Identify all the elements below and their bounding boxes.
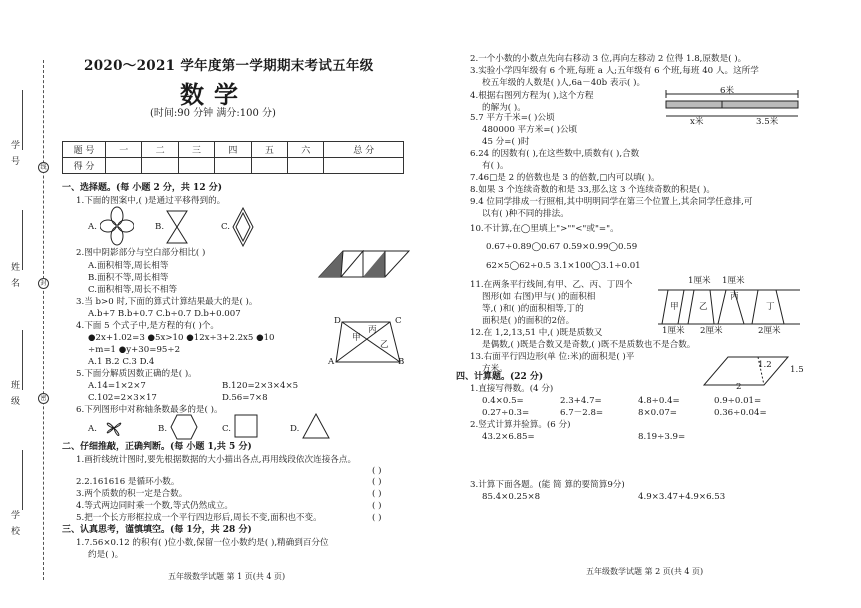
fill-4-figure-right-label: 3.5米 (756, 117, 779, 127)
fig-label-c: C (395, 316, 402, 326)
underline-name (22, 210, 23, 270)
q1-option-a-clover-figure (100, 206, 134, 246)
score-input-cell[interactable] (106, 158, 142, 174)
fig-label-yi: 乙 (380, 340, 389, 350)
score-header-cell: 五 (251, 142, 287, 158)
fill-11-parallel-shapes-figure (658, 284, 800, 330)
q5-text: 5.下面分解质因数正确的是( )。 (76, 369, 197, 379)
fig-label-b: B (398, 357, 405, 367)
seal-seal-mark: 封 (38, 278, 49, 289)
calc-1-item: 4.8÷0.4= (638, 396, 680, 406)
fill-11-fig-bottom-2: 2厘米 (700, 326, 723, 336)
fill-4-figure-top-label: 6米 (720, 86, 735, 96)
binding-dashed-line (43, 60, 44, 580)
q5-option-b: B.120=2×3×4×5 (222, 381, 299, 391)
q6-option-c-square-figure (234, 414, 258, 438)
score-input-cell[interactable] (251, 158, 287, 174)
fig-label-jia: 甲 (352, 333, 361, 343)
fig-label-a: A (328, 357, 335, 367)
q2-text: 2.图中阴影部分与空白部分相比( ) (76, 248, 206, 258)
fig-label-d: D (334, 316, 341, 326)
calc-3-heading: 3.计算下面各题。(能 简 算的要简算9分) (470, 480, 625, 490)
fill-13-fig-height: 1.2 (758, 360, 772, 370)
judge-1-text: 1.画折线统计图时,要先根据数据的大小描出各点,再用线段依次连接各点。 (76, 455, 357, 465)
fill-11-text-line-4: 面积是( )的面积的2倍。 (482, 316, 575, 326)
score-input-cell[interactable] (324, 158, 404, 174)
q1-option-c-label: C. (221, 222, 231, 232)
underline-student-number (22, 90, 23, 150)
fill-9-text-line-1: 9.4 位同学排成一行照相,其中明明同学在第三个位置上,其余同学任意排,可 (470, 197, 753, 207)
q2-parallelogram-shading-figure (318, 250, 410, 278)
calc-3-item-b: 4.9×3.47+4.9×6.53 (638, 492, 726, 502)
judge-2-text: 2.2.161616 是循环小数。 (76, 477, 180, 487)
fill-2-text: 2.一个小数的小数点先向右移动 3 位,再向左移动 2 位得 1.8,原数是( )。 (470, 54, 747, 64)
fill-8-text: 8.如果 3 个连续奇数的和是 33,那么这 3 个连续奇数的积是( )。 (470, 185, 715, 195)
calc-1-item: 0.4×0.5= (482, 396, 524, 406)
exam-time-info: (时间:90 分钟 满分:100 分) (150, 108, 276, 119)
fill-5-line-3: 45 分=( )时 (482, 137, 530, 147)
fill-6-text-line-2: 有( )。 (482, 161, 509, 171)
underline-school (22, 450, 23, 510)
calc-2-item-a: 43.2×6.85= (482, 432, 535, 442)
fill-5-line-1: 5.7 平方千米=( )公顷 (470, 113, 555, 123)
fill-9-text-line-2: 以有( )种不同的排法。 (482, 209, 569, 219)
q4-expressions-line-1: ●2x+1.02=3 ●5x>10 ●12x÷3+2.2x5 ●10 (88, 333, 275, 343)
q3-text: 3.当 b>0 时,下面的算式计算结果最大的是( )。 (76, 297, 258, 307)
q6-option-b-label: B. (158, 424, 168, 434)
score-input-cell[interactable] (288, 158, 324, 174)
binding-margin (0, 0, 58, 608)
score-header-cell: 二 (142, 142, 178, 158)
fill-11-fig-bottom-3: 2厘米 (758, 326, 781, 336)
fill-6-text-line-1: 6.24 的因数有( ),在这些数中,质数有( ),合数 (470, 149, 640, 159)
exam-title: 2020～2021 学年度第一学期期末考试五年级 (84, 58, 374, 74)
q6-option-d-triangle-figure (302, 413, 330, 439)
section-4-heading: 四、计算题。(22 分) (456, 372, 544, 382)
fill-12-text-line-1: 12.在 1,2,13,51 中,( )既是质数又 (470, 328, 603, 338)
q5-option-c: C.102=2×3×17 (88, 393, 157, 403)
q3-options: A.b+7 B.b+0.7 C.b÷0.7 D.b+0.007 (88, 309, 241, 319)
class-label: 班 级 (9, 380, 19, 407)
q6-option-c-label: C. (222, 424, 232, 434)
school-label: 学 校 (9, 510, 19, 537)
fill-13-text-line-1: 13.右面平行四边形(单 位:米)的面积是( )平 (470, 352, 635, 362)
score-header-cell: 四 (215, 142, 251, 158)
subject-title: 数学 (180, 80, 248, 109)
student-number-label: 学 号 (9, 140, 19, 167)
q4-text: 4.下面 5 个式子中,是方程的有( )个。 (76, 321, 220, 331)
q5-option-d: D.56=7×8 (222, 393, 268, 403)
fill-13-fig-side: 1.5 (790, 365, 804, 375)
calc-1-item: 0.9÷0.01= (714, 396, 762, 406)
q6-option-a-label: A. (88, 424, 97, 434)
calc-1-item: 8×0.07= (638, 408, 678, 418)
fill-4-figure-x-label: x米 (690, 117, 704, 127)
score-input-cell[interactable] (178, 158, 214, 174)
fill-1-text-line-1: 1.7.56×0.12 的积有( )位小数,保留一位小数约是( ),精确到百分位 (76, 538, 329, 548)
q1-option-b-hourglass-figure (166, 210, 188, 244)
q2-option-c: C.面积相等,周长不相等 (88, 285, 178, 295)
fill-13-fig-base: 2 (736, 382, 742, 392)
q1-text: 1.下面的图案中,( )是通过平移得到的。 (76, 196, 226, 206)
fill-11-text-line-2: 图形(如 右图)甲与( )的面积相 (482, 292, 596, 302)
fill-10-row-1: 0.67÷0.89◯0.67 0.59×0.99◯0.59 (486, 242, 638, 252)
calc-3-work-area[interactable] (470, 506, 830, 562)
section-2-heading: 二、仔细推敲，正确判断。(每 小题 1,共 5 分) (62, 442, 252, 452)
section-1-heading: 一、选择题。(每 小题 2 分，共 12 分) (62, 183, 222, 193)
q4-expressions-line-2: ÷m=1 ●y+30=95÷2 (88, 345, 181, 355)
score-header-cell: 一 (106, 142, 142, 158)
q6-option-a-pinwheel-figure (100, 414, 128, 442)
score-input-cell[interactable] (215, 158, 251, 174)
q6-text: 6.下列图形中对称轴条数最多的是( )。 (76, 405, 223, 415)
fill-5-line-2: 480000 平方米=( )公顷 (482, 125, 578, 135)
fill-11-fig-top-1: 1厘米 (688, 276, 711, 286)
fill-13-parallelogram-figure (700, 354, 792, 388)
fill-11-fig-jia: 甲 (670, 302, 679, 312)
fill-4-text-line-2: 的解为( )。 (482, 103, 526, 113)
q6-option-b-hexagon-figure (170, 414, 198, 440)
judge-4-answer-box[interactable]: ( ) (372, 501, 382, 511)
fill-10-row-2: 62×5◯62÷0.5 3.1×100◯3.1÷0.01 (486, 261, 641, 271)
fill-13-text-line-2: 方米。 (482, 364, 508, 374)
fill-11-fig-yi: 乙 (699, 302, 708, 312)
q5-option-a: A.14=1×2×7 (88, 381, 146, 391)
fill-12-text-line-2: 是偶数,( )既是合数又是奇数,( )既不是质数也不是合数。 (482, 340, 696, 350)
q1-option-b-label: B. (155, 222, 165, 232)
student-name-label: 姓 名 (9, 262, 19, 289)
calc-1-item: 0.36÷0.04= (714, 408, 767, 418)
score-header-cell: 题 号 (63, 142, 106, 158)
judge-5-text: 5.把一个长方形框拉成一个平行四边形后,周长不变,面积也不变。 (76, 513, 322, 523)
fill-11-text-line-3: 等,( )和( )的面积相等,丁的 (482, 304, 584, 314)
fig-label-bing: 丙 (368, 325, 377, 335)
fill-11-fig-bottom-1: 1厘米 (662, 326, 685, 336)
score-table-score-row (63, 158, 404, 174)
judge-4-text: 4.等式两边同时乘一个数,等式仍然成立。 (76, 501, 234, 511)
q2-option-b: B.面积不等,周长相等 (88, 273, 169, 283)
section-3-heading: 三、认真思考，谨慎填空。(每 1分，共 28 分) (62, 525, 252, 535)
fill-10-text: 10.不计算,在◯里填上">""<"或"="。 (470, 224, 619, 234)
calc-1-item: 0.27÷0.3= (482, 408, 530, 418)
judge-5-answer-box[interactable]: ( ) (372, 513, 382, 523)
q4-options: A.1 B.2 C.3 D.4 (88, 357, 155, 367)
fill-11-fig-ding: 丁 (766, 302, 775, 312)
seal-line-mark: 线 (38, 162, 49, 173)
fill-1-text-line-2: 约是( )。 (88, 550, 124, 560)
q1-option-c-diamond-figure (232, 207, 254, 247)
score-header-cell: 六 (288, 142, 324, 158)
calc-2-item-b: 8.19÷3.9= (638, 432, 686, 442)
judge-3-text: 3.两个质数的积一定是合数。 (76, 489, 188, 499)
score-row-label: 得 分 (63, 158, 106, 174)
fill-3-text-line-2: 校五年级的人数是( )人,6a－40b 表示( )。 (482, 78, 646, 88)
calc-1-heading: 1.直接写得数。(4 分) (470, 384, 554, 394)
fill-3-text-line-1: 3.实验小学四年级有 6 个班,每班 a 人;五年级有 6 个班,每班 40 人。这所学 (470, 66, 759, 76)
fill-7-text: 7.46□是 2 的倍数也是 3 的倍数,□内可以填( )。 (470, 173, 660, 183)
fill-11-fig-bing: 丙 (730, 292, 739, 302)
score-table-header-row (63, 142, 404, 158)
q2-option-a: A.面积相等,周长相等 (88, 261, 169, 271)
underline-class (22, 330, 23, 390)
calc-1-item: 2.3+4.7= (560, 396, 602, 406)
score-header-cell: 总 分 (324, 142, 404, 158)
footer-page-1: 五年级数学试题 第 1 页(共 4 页) (168, 572, 286, 581)
calc-3-item-a: 85.4×0.25×8 (482, 492, 541, 502)
score-header-cell: 三 (178, 142, 214, 158)
judge-2-answer-box[interactable]: ( ) (372, 477, 382, 487)
fill-4-text-line-1: 4.根据右图列方程为( ),这个方程 (470, 91, 594, 101)
judge-3-answer-box[interactable]: ( ) (372, 489, 382, 499)
q6-option-d-label: D. (290, 424, 300, 434)
footer-page-2: 五年级数学试题 第 2 页(共 4 页) (586, 567, 704, 576)
score-input-cell[interactable] (142, 158, 178, 174)
calc-1-item: 6.7－2.8= (560, 408, 604, 418)
q1-option-a-label: A. (88, 222, 97, 232)
fill-11-text-line-1: 11.在两条平行线间,有甲、乙、丙、丁四个 (470, 280, 633, 290)
fill-11-fig-top-2: 1厘米 (722, 276, 745, 286)
judge-1-answer-box[interactable]: ( ) (372, 466, 382, 476)
calc-2-work-area[interactable] (470, 446, 830, 474)
calc-2-heading: 2.竖式计算并验算。(6 分) (470, 420, 571, 430)
seal-secret-mark: 密 (38, 393, 49, 404)
score-table (62, 141, 404, 174)
